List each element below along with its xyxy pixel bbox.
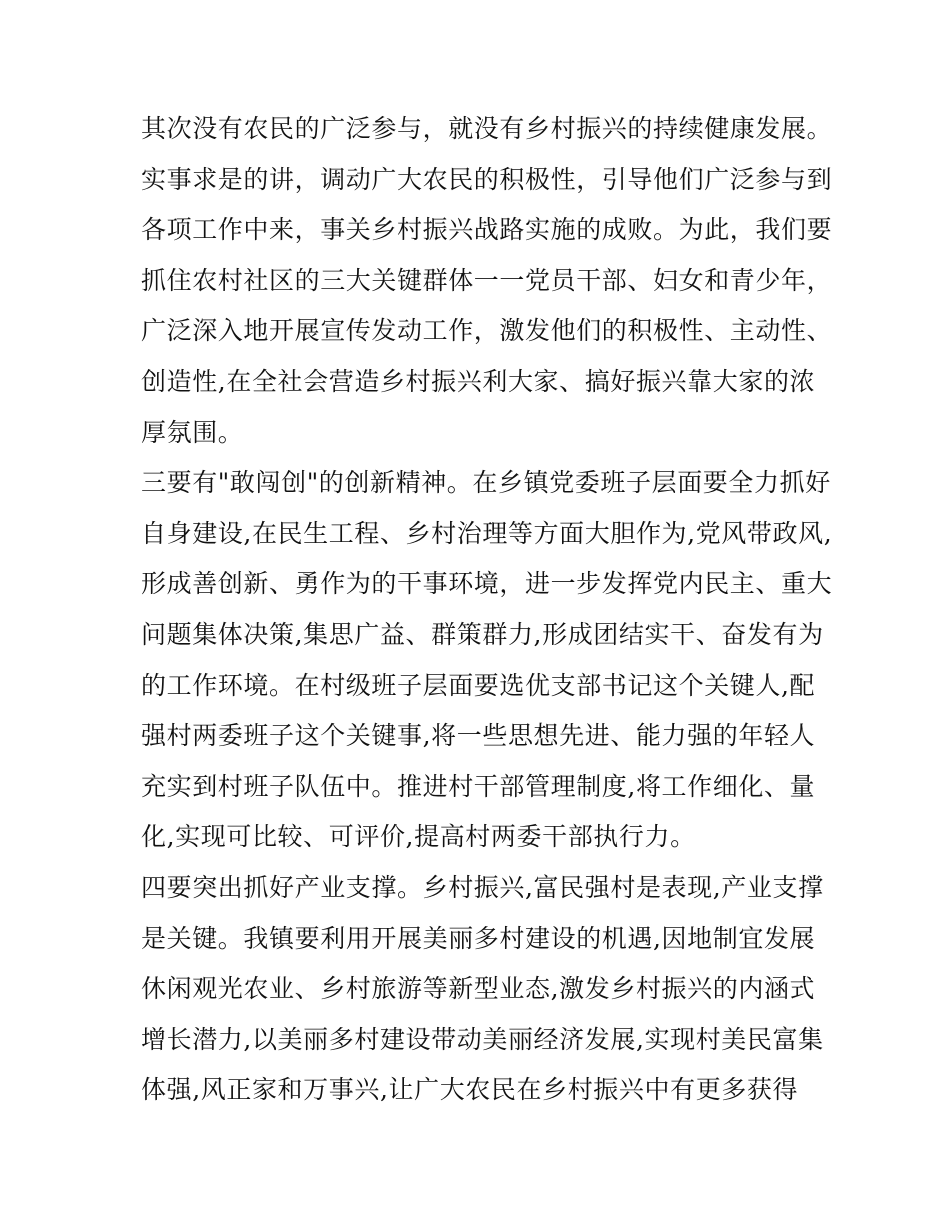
text-line: 其次没有农民的广泛参与，就没有乡村振兴的持续健康发展。: [141, 114, 833, 143]
text-line: 增长潜力,以美丽多村建设带动美丽经济发展,实现村美民富集: [141, 1024, 824, 1054]
text-line: 广泛深入地开展宣传发动工作，激发他们的积极性、主动性、: [141, 316, 833, 346]
text-line: 创造性,在全社会营造乡村振兴利大家、搞好振兴靠大家的浓: [141, 366, 816, 396]
text-line: 抓住农村社区的三大关键群体一一党员干部、妇女和青少年，: [141, 265, 833, 295]
text-line: 休闲观光农业、乡村旅游等新型业态,激发乡村振兴的内涵式: [141, 974, 816, 1004]
text-line: 厚氛围。: [141, 417, 244, 447]
text-line: 是关键。我镇要利用开展美丽多村建设的机遇,因地制宜发展: [141, 923, 816, 953]
text-line: 形成善创新、勇作为的干事环境，进一步发挥党内民主、重大: [141, 569, 833, 599]
text-line: 体强,风正家和万事兴,让广大农民在乡村振兴中有更多获得: [141, 1075, 799, 1105]
text-line: 化,实现可比较、可评价,提高村两委干部执行力。: [141, 822, 696, 852]
text-line: 强村两委班子这个关键事,将一些思想先进、能力强的年轻人: [141, 721, 816, 751]
text-line: 问题集体决策,集思广益、群策群力,形成团结实干、奋发有为: [141, 619, 824, 649]
text-line: 四要突出抓好产业支撑。乡村振兴,富民强村是表现,产业支撑: [141, 872, 824, 902]
text-line: 各项工作中来，事关乡村振兴战路实施的成败。为此，我们要: [141, 215, 833, 245]
text-line: 充实到村班子队伍中。推进村干部管理制度,将工作细化、量: [141, 771, 816, 801]
text-line: 实事求是的讲，调动广大农民的积极性，引导他们广泛参与到: [141, 164, 833, 194]
text-line: 三要有"敢闯创"的创新精神。在乡镇党委班子层面要全力抓好: [141, 468, 831, 498]
text-line: 自身建设,在民生工程、乡村治理等方面大胆作为,党风带政风,: [141, 518, 833, 548]
body-text: [141, 104, 831, 1116]
text-line: 的工作环境。在村级班子层面要选优支部书记这个关键人,配: [141, 670, 816, 700]
